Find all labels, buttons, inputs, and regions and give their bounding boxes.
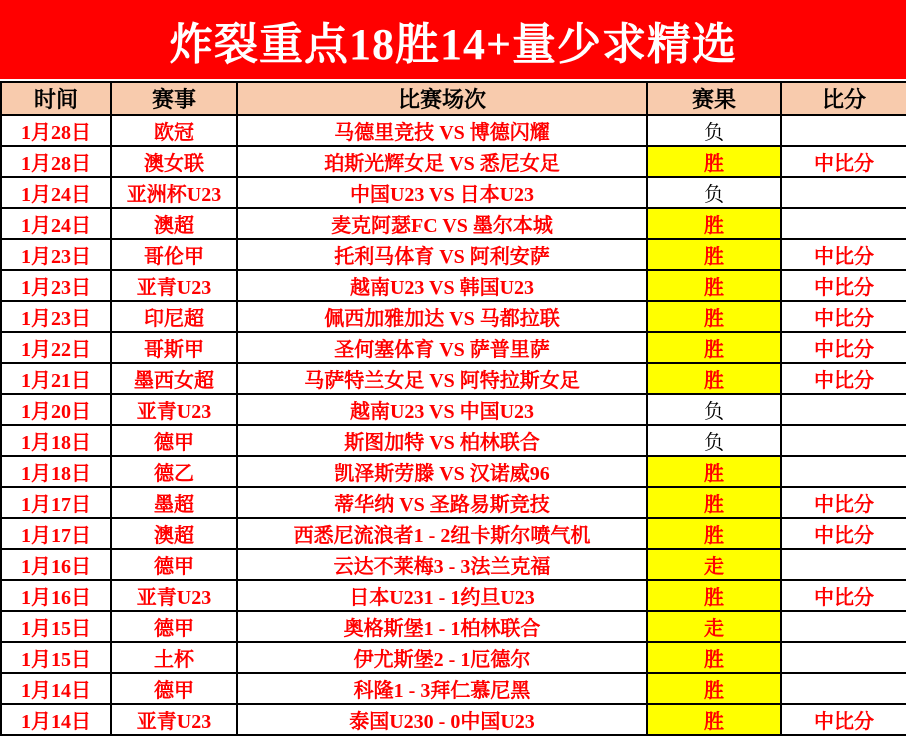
- table-row: [1, 456, 906, 487]
- league-cell: 哥伦甲: [111, 239, 237, 270]
- result-cell: 胜: [647, 580, 781, 611]
- date-cell: 1月17日: [1, 487, 111, 518]
- table-row: [1, 394, 906, 425]
- match-cell: 奥格斯堡1 - 1柏林联合: [237, 611, 647, 642]
- table-row: [1, 642, 906, 673]
- result-cell: 胜: [647, 518, 781, 549]
- league-cell: 德甲: [111, 425, 237, 456]
- league-cell: 亚青U23: [111, 394, 237, 425]
- match-cell: 斯图加特 VS 柏林联合: [237, 425, 647, 456]
- match-cell: 托利马体育 VS 阿利安萨: [237, 239, 647, 270]
- date-cell: 1月15日: [1, 642, 111, 673]
- result-cell: 负: [647, 394, 781, 425]
- league-cell: 哥斯甲: [111, 332, 237, 363]
- result-cell: 走: [647, 549, 781, 580]
- league-cell: 德甲: [111, 673, 237, 704]
- league-cell: 亚青U23: [111, 580, 237, 611]
- league-cell: 澳超: [111, 518, 237, 549]
- match-cell: 马萨特兰女足 VS 阿特拉斯女足: [237, 363, 647, 394]
- score-cell: [781, 425, 906, 456]
- match-cell: 泰国U230 - 0中国U23: [237, 704, 647, 735]
- date-cell: 1月23日: [1, 301, 111, 332]
- result-cell: 胜: [647, 239, 781, 270]
- table-row: [1, 115, 906, 146]
- score-cell: [781, 673, 906, 704]
- score-cell: [781, 177, 906, 208]
- match-cell: 科隆1 - 3拜仁慕尼黑: [237, 673, 647, 704]
- col-header-result: 赛果: [647, 82, 781, 115]
- date-cell: 1月28日: [1, 146, 111, 177]
- score-cell: [781, 208, 906, 239]
- score-cell: 中比分: [781, 487, 906, 518]
- result-cell: 胜: [647, 332, 781, 363]
- date-cell: 1月23日: [1, 239, 111, 270]
- league-cell: 德乙: [111, 456, 237, 487]
- score-cell: 中比分: [781, 301, 906, 332]
- league-cell: 欧冠: [111, 115, 237, 146]
- match-cell: 伊尤斯堡2 - 1厄德尔: [237, 642, 647, 673]
- table-row: [1, 425, 906, 456]
- table-row: [1, 487, 906, 518]
- match-cell: 蒂华纳 VS 圣路易斯竞技: [237, 487, 647, 518]
- date-cell: 1月20日: [1, 394, 111, 425]
- league-cell: 亚青U23: [111, 270, 237, 301]
- score-cell: [781, 115, 906, 146]
- header-row: [1, 82, 906, 115]
- result-cell: 胜: [647, 704, 781, 735]
- score-cell: [781, 549, 906, 580]
- table-body: [1, 115, 906, 735]
- match-cell: 佩西加雅加达 VS 马都拉联: [237, 301, 647, 332]
- date-cell: 1月24日: [1, 208, 111, 239]
- match-cell: 圣何塞体育 VS 萨普里萨: [237, 332, 647, 363]
- table-row: [1, 332, 906, 363]
- score-cell: 中比分: [781, 363, 906, 394]
- score-cell: [781, 456, 906, 487]
- league-cell: 墨西女超: [111, 363, 237, 394]
- league-cell: 澳超: [111, 208, 237, 239]
- match-cell: 马德里竞技 VS 博德闪耀: [237, 115, 647, 146]
- result-cell: 胜: [647, 363, 781, 394]
- score-cell: [781, 394, 906, 425]
- table-row: [1, 549, 906, 580]
- date-cell: 1月18日: [1, 456, 111, 487]
- result-cell: 胜: [647, 208, 781, 239]
- match-cell: 凯泽斯劳滕 VS 汉诺威96: [237, 456, 647, 487]
- league-cell: 亚青U23: [111, 704, 237, 735]
- result-cell: 胜: [647, 642, 781, 673]
- score-cell: 中比分: [781, 332, 906, 363]
- table-row: [1, 518, 906, 549]
- score-cell: 中比分: [781, 580, 906, 611]
- table-header: [1, 82, 906, 115]
- league-cell: 澳女联: [111, 146, 237, 177]
- league-cell: 土杯: [111, 642, 237, 673]
- date-cell: 1月22日: [1, 332, 111, 363]
- match-cell: 麦克阿瑟FC VS 墨尔本城: [237, 208, 647, 239]
- result-cell: 胜: [647, 673, 781, 704]
- match-cell: 中国U23 VS 日本U23: [237, 177, 647, 208]
- date-cell: 1月17日: [1, 518, 111, 549]
- result-cell: 胜: [647, 270, 781, 301]
- table-row: [1, 704, 906, 735]
- date-cell: 1月23日: [1, 270, 111, 301]
- match-cell: 越南U23 VS 韩国U23: [237, 270, 647, 301]
- result-cell: 负: [647, 115, 781, 146]
- date-cell: 1月14日: [1, 704, 111, 735]
- result-cell: 胜: [647, 487, 781, 518]
- date-cell: 1月18日: [1, 425, 111, 456]
- match-cell: 日本U231 - 1约旦U23: [237, 580, 647, 611]
- score-cell: 中比分: [781, 239, 906, 270]
- result-cell: 胜: [647, 456, 781, 487]
- score-cell: 中比分: [781, 146, 906, 177]
- col-header-time: 时间: [1, 82, 111, 115]
- result-cell: 走: [647, 611, 781, 642]
- score-cell: 中比分: [781, 704, 906, 735]
- league-cell: 德甲: [111, 611, 237, 642]
- col-header-match: 比赛场次: [237, 82, 647, 115]
- table-row: [1, 611, 906, 642]
- date-cell: 1月21日: [1, 363, 111, 394]
- table-row: [1, 239, 906, 270]
- league-cell: 亚洲杯U23: [111, 177, 237, 208]
- table-row: [1, 363, 906, 394]
- score-cell: [781, 611, 906, 642]
- col-header-league: 赛事: [111, 82, 237, 115]
- league-cell: 印尼超: [111, 301, 237, 332]
- date-cell: 1月24日: [1, 177, 111, 208]
- table-row: [1, 177, 906, 208]
- date-cell: 1月28日: [1, 115, 111, 146]
- table-row: [1, 580, 906, 611]
- league-cell: 墨超: [111, 487, 237, 518]
- result-cell: 负: [647, 425, 781, 456]
- match-cell: 西悉尼流浪者1 - 2纽卡斯尔喷气机: [237, 518, 647, 549]
- table-row: [1, 146, 906, 177]
- table-row: [1, 270, 906, 301]
- page-title: 炸裂重点18胜14+量少求精选: [168, 19, 738, 69]
- match-cell: 珀斯光辉女足 VS 悉尼女足: [237, 146, 647, 177]
- match-cell: 云达不莱梅3 - 3法兰克福: [237, 549, 647, 580]
- result-cell: 负: [647, 177, 781, 208]
- date-cell: 1月15日: [1, 611, 111, 642]
- score-cell: [781, 642, 906, 673]
- date-cell: 1月16日: [1, 580, 111, 611]
- result-cell: 胜: [647, 146, 781, 177]
- table-row: [1, 301, 906, 332]
- score-cell: 中比分: [781, 518, 906, 549]
- col-header-score: 比分: [781, 82, 906, 115]
- date-cell: 1月14日: [1, 673, 111, 704]
- date-cell: 1月16日: [1, 549, 111, 580]
- result-cell: 胜: [647, 301, 781, 332]
- score-cell: 中比分: [781, 270, 906, 301]
- match-cell: 越南U23 VS 中国U23: [237, 394, 647, 425]
- table-row: [1, 673, 906, 704]
- banner: [0, 0, 906, 79]
- league-cell: 德甲: [111, 549, 237, 580]
- results-table: [0, 81, 906, 736]
- table-row: [1, 208, 906, 239]
